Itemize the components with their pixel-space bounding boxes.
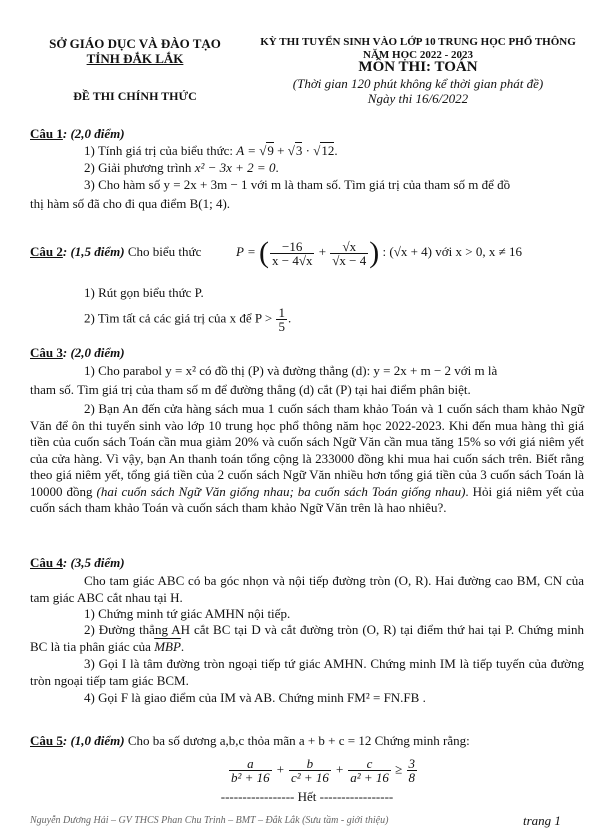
question-4-part-3: 3) Gọi I là tâm đường tròn ngoại tiếp tứ giác AMHN. Chứng minh IM là tiếp tuyến của đường tròn ngoại tiếp tam giác BCM. [30, 656, 584, 688]
question-4-points: : (3,5 điểm) [62, 555, 125, 570]
question-3-part-1: 1) Cho parabol y = x² có đồ thị (P) và đường thẳng (d): y = 2x + m − 2 với m là [84, 363, 498, 378]
q5-fraction-3: $\frac{c}{\text{a² + 16}}$ [350, 756, 389, 785]
question-3-points: : (2,0 điểm) [62, 345, 125, 360]
question-5-title: Câu 5 [30, 733, 63, 748]
question-1-part-3-cont: thị hàm số đã cho đi qua điểm B(1; 4). [30, 196, 231, 211]
q2-p2-text: 2) Tìm tất cả các giá trị của x để P > [84, 310, 276, 326]
q2-intro: Cho biểu thức [124, 244, 202, 259]
question-2-part-2: 2) Tìm tất cả các giá trị của x để P > $\frac{1}{5}$ . [84, 305, 292, 334]
question-2-points: : (1,5 điểm) [62, 244, 125, 259]
question-2-heading [30, 244, 201, 260]
question-2-title: Câu 2 [30, 244, 63, 259]
q1-p2-math: x² − 3x + 2 = 0 [194, 160, 276, 175]
q2-tail: : (√x + 4) [379, 243, 433, 259]
q1-p1-lhs: A = [236, 143, 260, 158]
question-5-heading [30, 733, 470, 749]
question-1-part-1: 1) Tính giá trị của biểu thức: A = √9 + √3 · √12. [84, 143, 338, 158]
q5-inequality: $\frac{a}{\text{b² + 16}}$ + $\frac{b}{\text{c² + 16}}$ + $\frac{c}{\text{a² + 16}}$ ≥ $\frac{3}{8}$ [231, 756, 415, 785]
question-3-heading [30, 345, 125, 361]
question-3-part-1-cont: tham số. Tìm giá trị của tham số m để đường thẳng (d) cắt (P) tại hai điểm phân biệt. [30, 382, 471, 397]
exam-date: Ngày thi 16/6/2022 [367, 91, 469, 106]
official-exam-label: ĐỀ THI CHÍNH THỨC [73, 89, 197, 103]
question-4-part-4: 4) Gọi F là giao điểm của IM và AB. Chứng minh FM² = FN.FB . [84, 690, 426, 705]
q5-fraction-1: $\frac{a}{\text{b² + 16}}$ [231, 756, 270, 785]
exam-title: KỲ THI TUYỂN SINH VÀO LỚP 10 TRUNG HỌC PHỔ THÔNG [260, 36, 576, 48]
question-4-part-1: 1) Chứng minh tứ giác AMHN nội tiếp. [84, 606, 291, 621]
q1-radical-3: 12 [321, 143, 335, 158]
q2-expr-p: P = [236, 243, 259, 259]
q2-condition: với x > 0, x ≠ 16 [432, 243, 522, 259]
footer-credit: Nguyễn Dương Hải – GV THCS Phan Chu Trinh – BMT – Đắk Lắk (Sưu tầm - giới thiệu) [30, 815, 389, 826]
question-4-heading [30, 555, 125, 571]
q3-p2-italic: (hai cuốn sách Ngữ Văn giống nhau; ba cuốn sách Toán giống nhau) [96, 483, 466, 499]
q1-radical-1: 9 [267, 143, 274, 158]
q1-p1-text: 1) Tính giá trị của biểu thức: [84, 143, 237, 158]
q4-angle-mbp: $\overline{MBP}$ [154, 638, 181, 654]
q1-radical-2: 3 [295, 143, 303, 158]
province-name: TỈNH ĐẮK LẮK [86, 51, 184, 66]
q1-p2-text: 2) Giải phương trình [84, 160, 195, 175]
question-1-title: Câu 1 [30, 126, 63, 141]
q5-fraction-2: $\frac{b}{\text{c² + 16}}$ [290, 756, 329, 785]
q2-expression: P = ( $\frac{-16}{x - 4√x}$ + $\frac{√x}{√x - 4}$ ) : (√x + 4) với x > 0, x ≠ 16 [236, 236, 522, 269]
school-year: NĂM HỌC 2022 - 2023 [363, 49, 473, 61]
department-name: SỞ GIÁO DỤC VÀ ĐÀO TẠO [49, 36, 221, 51]
end-marker: ----------------- Hết ----------------- [220, 789, 394, 804]
page-number: trang 1 [523, 813, 561, 828]
q2-p2-fraction: $\frac{1}{5}$ [278, 305, 285, 334]
question-1-part-3: 3) Cho hàm số y = 2x + 3m − 1 với m là tham số. Tìm giá trị của tham số m để đồ [84, 177, 511, 192]
q5-intro: Cho ba số dương a,b,c thỏa mãn a + b + c = 12 Chứng minh rằng: [124, 733, 470, 748]
subject-title: MÔN THI: TOÁN [358, 59, 478, 75]
question-5-points: : (1,0 điểm) [62, 733, 125, 748]
q2-fraction-2: $\frac{√x}{√x - 4}$ [332, 238, 367, 268]
question-1-part-2: 2) Giải phương trình x² − 3x + 2 = 0. [84, 160, 279, 175]
time-limit: (Thời gian 120 phút không kể thời gian phát đề) [292, 76, 544, 91]
question-1-points: : (2,0 điểm) [62, 126, 125, 141]
question-3-title: Câu 3 [30, 345, 63, 360]
q2-fraction-1: $\frac{-16}{x - 4√x}$ [271, 238, 313, 268]
question-4-intro: Cho tam giác ABC có ba góc nhọn và nội tiếp đường tròn (O, R). Hai đường cao BM, CN của tam giác ABC cắt nhau tại H. [30, 573, 584, 605]
question-4-title: Câu 4 [30, 555, 63, 570]
question-4-part-2: 2) Đường thẳng AH cắt BC tại D và cắt đường tròn (O, R) tại điểm thứ hai tại P. Chứng minh BC là tia phân giác của $\overline{MBP}$. [30, 622, 584, 654]
q5-rhs-fraction: $\frac{3}{8}$ [408, 756, 415, 785]
question-1-heading [30, 126, 125, 142]
question-2-part-1: 1) Rút gọn biểu thức P. [84, 285, 204, 300]
question-3-part-2: 2) Bạn An đến cửa hàng sách mua 1 cuốn sách tham khảo Toán và 1 cuốn sách tham khảo Ngữ Văn để ôn thi tuyển sinh vào lớp 10 trung học phổ thông năm học 2022-2023. Khi đến mua hàng thì giá tiền của cuốn sách Toán cần mua giảm 20% và cuốn sách Ngữ Văn cần mua tăng 15% so với giá niêm yết của cửa hàng. Vì vậy, bạn An thanh toán tổng cộng là 233000 đồng khi mua hai cuốn sách trên. Biết rằng theo giá niêm yết, tổng giá tiền của 2 cuốn sách Ngữ Văn nhiều hơn tổng giá tiền của 3 cuốn sách Toán là 10000 đồng (hai cuốn sách Ngữ Văn giống nhau; ba cuốn sách Toán giống nhau). Hỏi giá niêm yết của cuốn sách tham khảo Toán và cuốn sách tham khảo Ngữ Văn trên là hao nhiêu?. [30, 401, 584, 515]
